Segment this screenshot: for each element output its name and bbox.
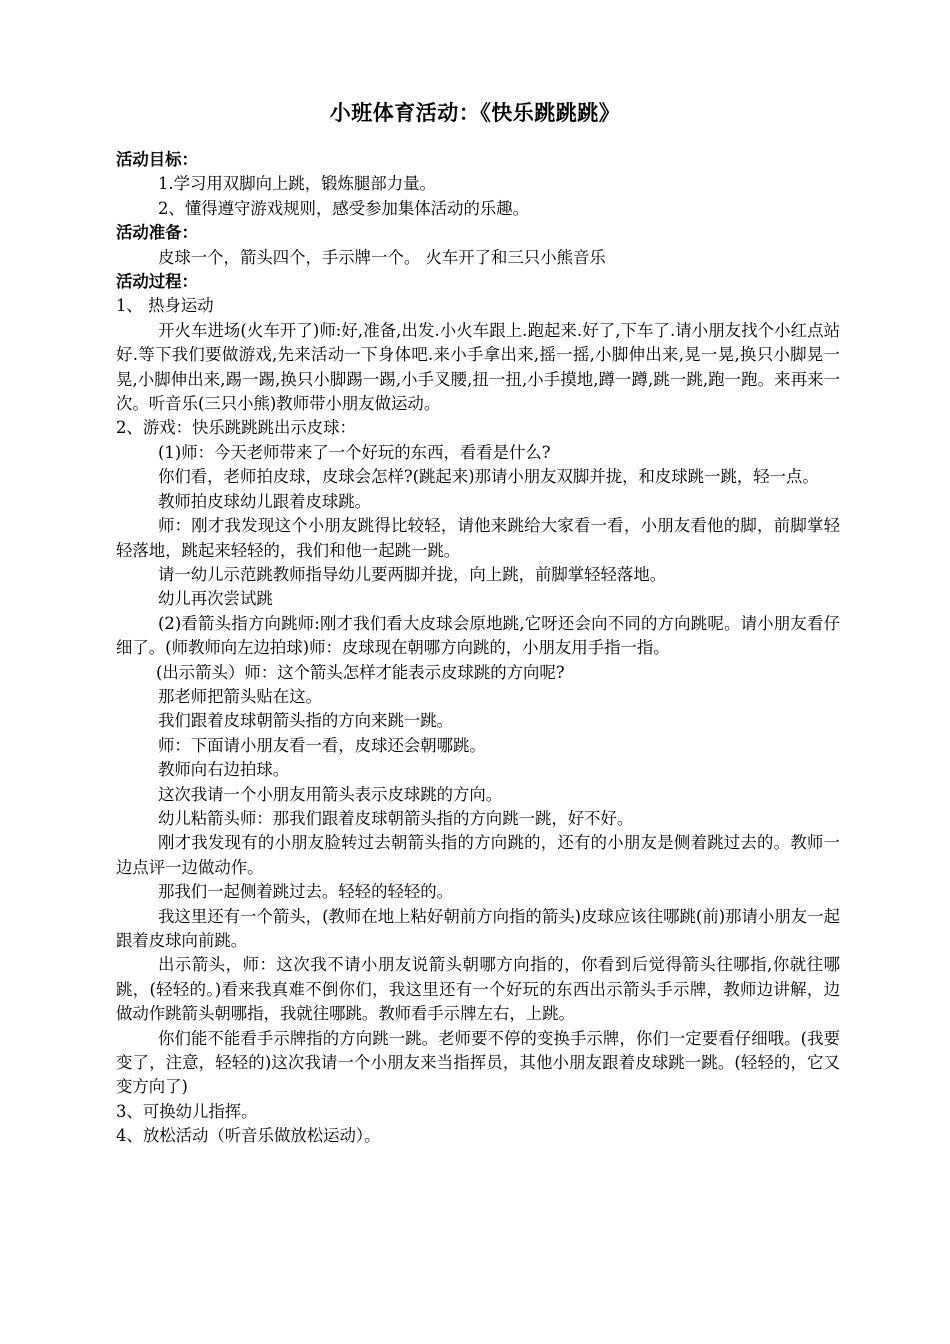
paragraph: 4、放松活动（听音乐做放松运动）。: [116, 1126, 381, 1146]
section-heading: 活动准备：: [116, 223, 198, 243]
paragraph: 3、可换幼儿指挥。: [116, 1101, 258, 1121]
paragraph: 教师拍皮球幼儿跟着皮球跳。: [158, 491, 372, 511]
paragraph: 开火车进场(火车开了)师:好,准备,出发.小火车跟上.跑起来.好了,下车了.请小朋友找个小红点站好.等下我们要做游戏,先来活动一下身体吧.来小手拿出来,摇一摇,小脚伸出来,晃一晃,换只小脚晃一晃,小脚伸出来,踢一踢,换只小脚踢一踢,小手叉腰,扭一扭,小手摸地,蹲一蹲,跳一跳,跑一跑。来再来一次。听音乐(三只小熊)教师带小朋友做运动。: [116, 320, 840, 414]
paragraph: 皮球一个，箭头四个，手示牌一个。 火车开了和三只小熊音乐: [158, 247, 606, 267]
paragraph: 我这里还有一个箭头，(教师在地上粘好朝前方向指的箭头)皮球应该往哪跳(前)那请小朋友一起跟着皮球向前跳。: [116, 906, 840, 950]
paragraph: 师：下面请小朋友看一看，皮球还会朝哪跳。: [158, 735, 486, 755]
document-title: 小班体育活动：《快乐跳跳跳》: [329, 100, 621, 125]
paragraph: 2、游戏：快乐跳跳跳出示皮球：: [116, 418, 356, 438]
paragraph: 出示箭头，师：这次我不请小朋友说箭头朝哪方向指的，你看到后觉得箭头往哪指,你就往哪跳，(轻轻的。)看来我真难不倒你们，我这里还有一个好玩的东西出示箭头手示牌，教师边讲解，边做动作跳箭头朝哪指，我就往哪跳。教师看手示牌左右，上跳。: [116, 955, 840, 1024]
paragraph: 幼儿粘箭头师：那我们跟着皮球朝箭头指的方向跳一跳，好不好。: [158, 808, 634, 828]
paragraph: 1、 热身运动: [116, 296, 214, 316]
paragraph: 那我们一起侧着跳过去。轻轻的轻轻的。: [158, 882, 454, 902]
paragraph: 那老师把箭头贴在这。: [158, 686, 322, 706]
paragraph: 你们看，老师拍皮球，皮球会怎样?(跳起来)那请小朋友双脚并拢，和皮球跳一跳，轻一点。: [158, 467, 819, 487]
paragraph: (1)师：今天老师带来了一个好玩的东西，看看是什么?: [158, 442, 551, 462]
paragraph: (2)看箭头指方向跳师:刚才我们看大皮球会原地跳,它呀还会向不同的方向跳呢。请小朋友看仔细了。(师教师向左边拍球)师：皮球现在朝哪方向跳的，小朋友用手指一指。: [116, 613, 840, 658]
section-heading: 活动目标：: [116, 150, 198, 169]
paragraph: 我们跟着皮球朝箭头指的方向来跳一跳。: [158, 711, 454, 731]
paragraph: 你们能不能看手示牌指的方向跳一跳。老师要不停的变换手示牌，你们一定要看仔细哦。(我要变了，注意，轻轻的)这次我请一个小朋友来当指挥员，其他小朋友跟着皮球跳一跳。(轻轻的，它又变方向了): [116, 1028, 840, 1097]
paragraph: 2、懂得遵守游戏规则，感受参加集体活动的乐趣。: [158, 198, 530, 218]
paragraph: 幼儿再次尝试跳: [158, 589, 273, 609]
paragraph: 教师向右边拍球。: [158, 760, 290, 780]
paragraph: 请一幼儿示范跳教师指导幼儿要两脚并拢，向上跳，前脚掌轻轻落地。: [158, 564, 667, 584]
paragraph: 刚才我发现有的小朋友脸转过去朝箭头指的方向跳的，还有的小朋友是侧着跳过去的。教师一边点评一边做动作。: [116, 833, 840, 877]
paragraph: 师：刚才我发现这个小朋友跳得比较轻，请他来跳给大家看一看，小朋友看他的脚，前脚掌轻轻落地，跳起来轻轻的，我们和他一起跳一跳。: [116, 516, 840, 560]
paragraph: 这次我请一个小朋友用箭头表示皮球跳的方向。: [158, 784, 503, 804]
paragraph: 1.学习用双脚向上跳，锻炼腿部力量。: [158, 174, 436, 194]
paragraph: (出示箭头）师：这个箭头怎样才能表示皮球跳的方向呢?: [156, 662, 565, 682]
document-body: [116, 148, 840, 1149]
section-heading: 活动过程：: [116, 272, 198, 292]
